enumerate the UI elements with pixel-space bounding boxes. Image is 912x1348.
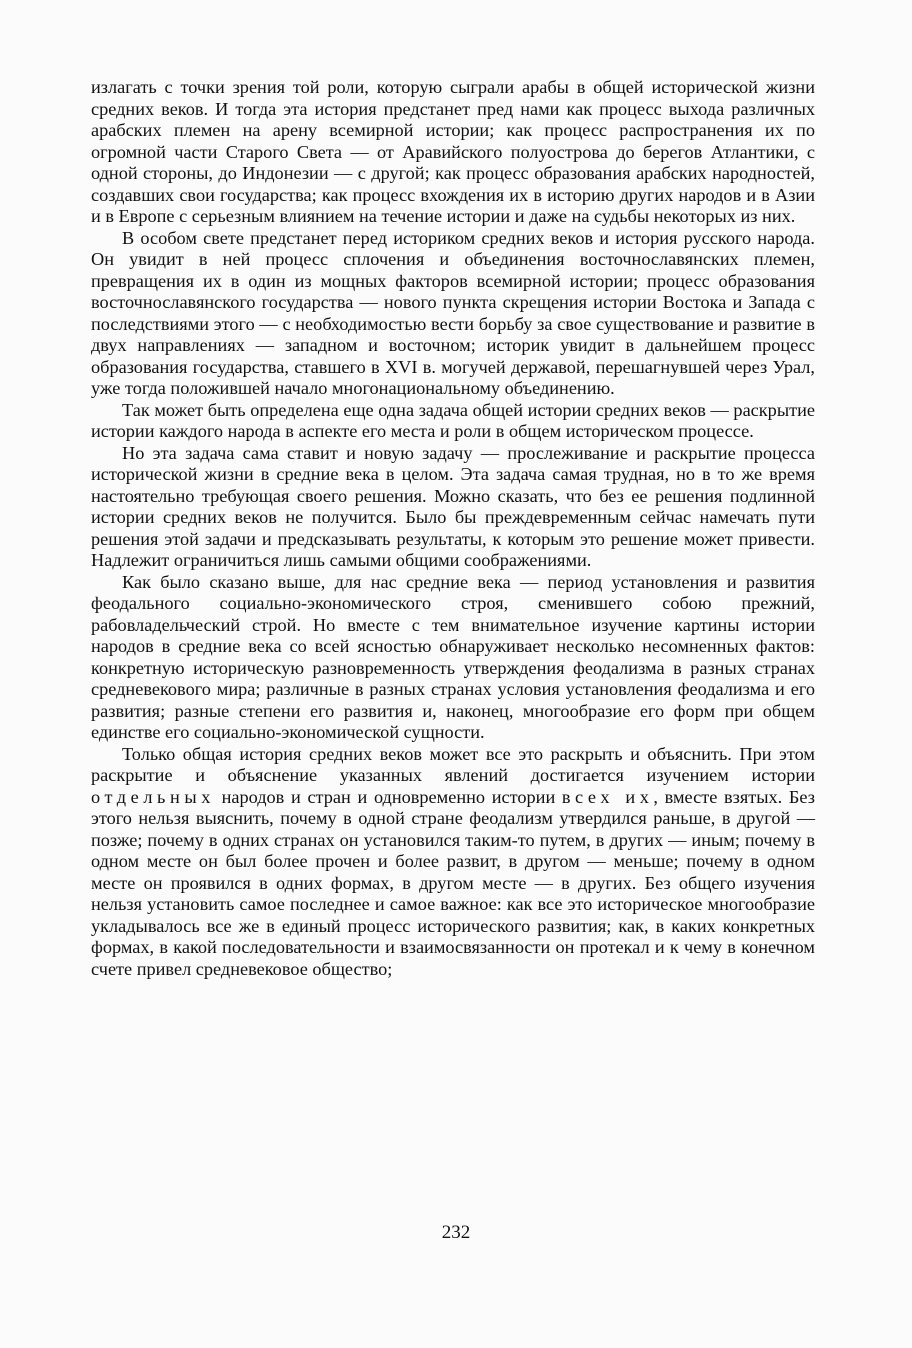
spaced-emphasis: отдельных (91, 786, 215, 807)
paragraph-general-history (91, 744, 815, 981)
body-text (91, 77, 815, 980)
paragraph-text-part: Только общая история средних веков может все это раскрыть и объяснить. При этом раскрытие и объяснение указанных явлений достигается изучением истории (91, 743, 815, 785)
paragraph-text-part: народов и стран и одновременно истории (214, 786, 562, 807)
page-number: 232 (441, 1222, 471, 1243)
paragraph-russian-people: В особом свете предстанет перед историком средних веков и история русского народа. Он увидит в ней процесс сплочения и объединения восточнославянских племен, превращения их в один из мощных факторов всемирной истории; процесс образования восточнославянского государства — нового пункта скрещения истории Востока и Запада с последствиями этого — с необходимостью вести борьбу за свое существование и развитие в двух направлениях — западном и восточном; историк увидит в дальнейшем процесс образования государства, ставшего в XVI в. могучей державой, перешагнувшей через Урал, уже тогда положившей начало многонациональному объединению. (91, 227, 815, 398)
paragraph-feudalism: Как было сказано выше, для нас средние века — период установления и развития феодального социально-экономического строя, сменившего собою прежний, рабовладельческий строй. Но вместе с тем внимательное изучение картины истории народов в средние века со всей ясностью обнаруживает несколько несомненных фактов: конкретную историческую разновременность утверждения феодализма в разных странах средневекового мира; различные в разных странах условия установления феодализма и его развития; разные степени его развития и, наконец, многообразие его форм при общем единстве его социально-экономической сущности. (91, 571, 815, 742)
paragraph-text-part: , вместе взятых. Без этого нельзя выяснить, почему в одной стране феодализм утвердился раньше, в другой — позже; почему в одних странах он установился таким-то путем, в других — иным; почему в одном месте он был более прочен и более развит, в другом — меньше; почему в одном месте он проявился в одних формах, в другом месте — в других. Без общего изучения нельзя установить самое последнее и самое важное: как все это историческое многообразие укладывалось все же в единый процесс исторического развития; как, в каких конкретных формах, в какой последовательности и взаимосвязанности он протекал и к чему в конечном счете привел средневековое общество; (91, 786, 815, 979)
spaced-emphasis: всех их (561, 786, 654, 807)
paragraph-new-task: Но эта задача сама ставит и новую задачу — прослеживание и раскрытие процесса исторической жизни в средние века в целом. Эта задача самая трудная, но в то же время настоятельно требующая своего решения. Можно сказать, что без ее решения подлинной истории средних веков не получится. Было бы преждевременным сейчас намечать пути решения этой задачи и предсказывать результаты, к которым это решение может привести. Надлежит ограничиться лишь самыми общими соображениями. (91, 442, 815, 570)
paragraph-arabs: излагать с точки зрения той роли, которую сыграли арабы в общей исторической жизни средних веков. И тогда эта история предстанет пред нами как процесс выхода различных арабских племен на арену всемирной истории; как процесс распространения их по огромной части Старого Света — от Аравийского полуострова до берегов Атлантики, с одной стороны, до Индонезии — с другой; как процесс образования арабских народностей, создавших свои государства; как процесс вхождения их в историю других народов и в Азии и в Европе с серьезным влиянием на течение истории и даже на судьбы некоторых из них. (91, 77, 815, 226)
paragraph-task-definition: Так может быть определена еще одна задача общей истории средних веков — раскрытие истории каждого народа в аспекте его места и роли в общем историческом процессе. (91, 399, 815, 441)
